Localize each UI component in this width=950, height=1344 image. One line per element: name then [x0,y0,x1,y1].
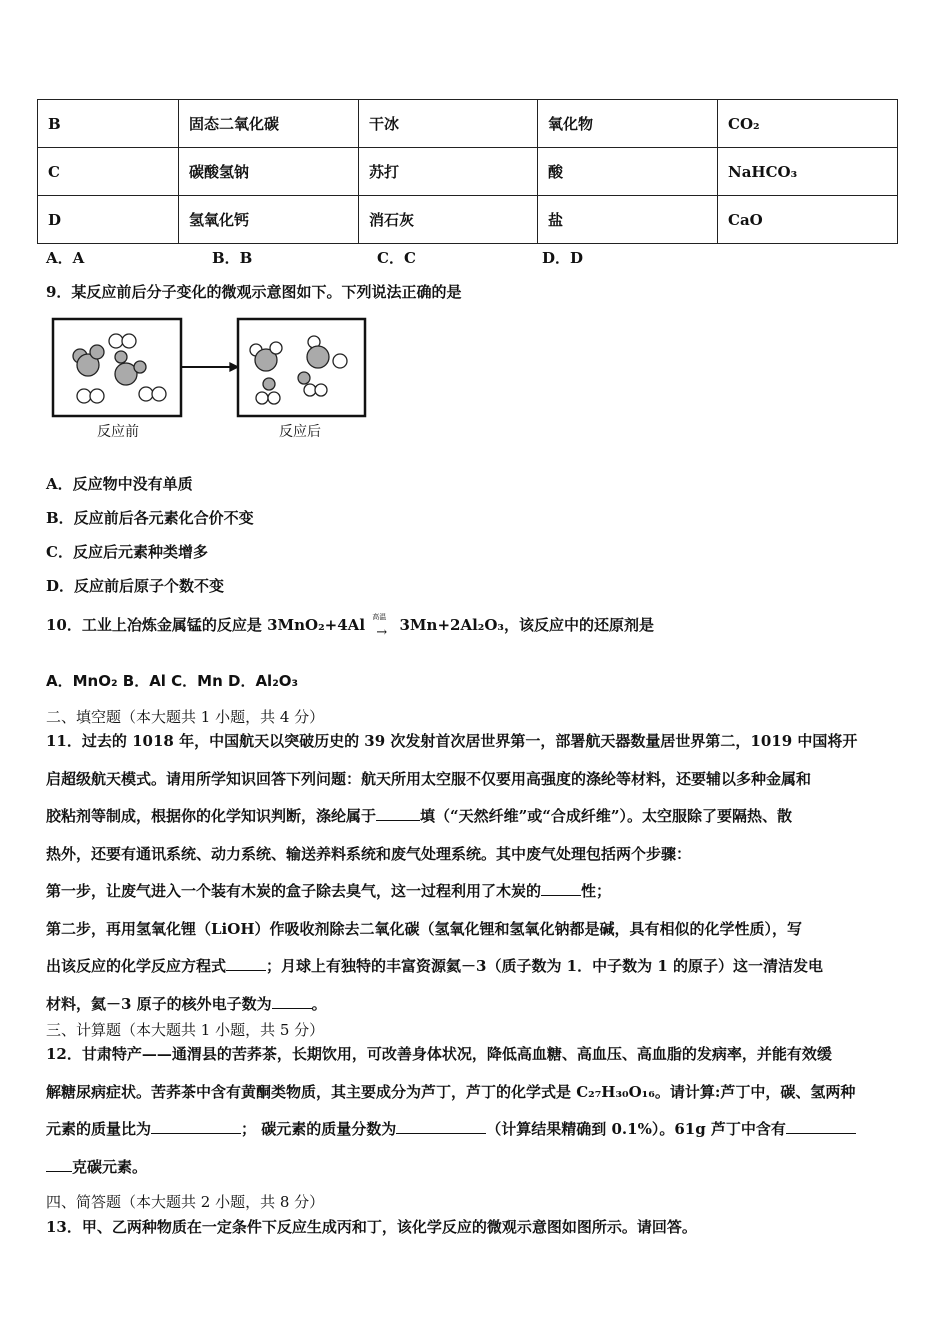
section-3-heading: 三、计算题（本大题共 1 小题，共 5 分） [46,1021,325,1039]
q8-option-a: A．A [46,249,85,267]
q10-stem-suffix: 3Mn+2Al₂O₃，该反应中的还原剂是 [399,616,654,634]
q9-stem: 9．某反应前后分子变化的微观示意图如下。下列说法正确的是 [46,283,462,301]
q9-option-d: D．反应前后原子个数不变 [46,577,225,595]
q11-text-part: 填（“天然纤维”或“合成纤维”）。太空服除了要隔热、散 [420,807,793,825]
q9-option-a: A．反应物中没有单质 [46,475,193,493]
atom [139,387,153,401]
cell-common: 苏打 [359,148,538,196]
q11-text [46,723,908,1023]
q11-line [46,873,908,911]
q11-text-part: 。 [311,994,327,1013]
cell-common: 干冰 [359,100,538,148]
q8-option-b: B．B [212,249,253,267]
atom [109,334,123,348]
cell-name: 碳酸氢钠 [179,148,359,196]
answer-blank[interactable] [541,881,581,896]
q12-line: 解糖尿病症状。苦荞茶中含有黄酮类物质，其主要成分为芦丁，芦丁的化学式是 C₂₇H₃₀O₁₆。请计算:芦丁中，碳、氢两种 [46,1082,856,1101]
q12-line [46,1149,908,1187]
q11-text-part: 性； [581,882,612,900]
cell-category: 盐 [538,196,718,244]
before-label: 反应前 [97,424,139,440]
q8-option-c: C．C [377,249,416,267]
table-row [38,148,898,196]
q10-stem-prefix: 10．工业上冶炼金属锰的反应是 3MnO₂+4Al [46,616,366,634]
atom [90,389,104,403]
atom [263,378,275,390]
atom [268,392,280,404]
substance-table [37,99,898,244]
q12-text-part: 克碳元素。 [72,1157,148,1176]
cell-category: 氧化物 [538,100,718,148]
section-4-heading: 四、简答题（本大题共 2 小题，共 8 分） [46,1193,325,1211]
q12-text-part: ； 碳元素的质量分数为 [241,1120,397,1138]
after-label: 反应后 [279,424,321,440]
q12-line [46,1111,908,1149]
q12-text-part: （计算结果精确到 0.1%）。61g 芦丁中含有 [486,1120,786,1138]
table-row [38,196,898,244]
q11-text-part: 胶粘剂等制成，根据你的化学知识判断，涤纶属于 [46,807,377,825]
answer-blank[interactable] [272,994,312,1009]
atom [333,354,347,368]
atom [115,351,127,363]
q10-options: A．MnO₂ B．Al C．Mn D．Al₂O₃ [46,672,299,690]
atom [298,372,310,384]
cell-name: 氢氧化钙 [179,196,359,244]
cell-formula: CaO [718,196,898,244]
condition-text: 高温 [372,613,387,621]
cell-formula: NaHCO₃ [718,148,898,196]
q9-option-b: B．反应前后各元素化合价不变 [46,509,254,527]
cell-label: D [38,196,179,244]
q11-line [46,986,908,1024]
q11-line: 11．过去的 1018 年，中国航天以突破历史的 39 次发射首次居世界第一，部署航天器数量居世界第二，1019 中国将开 [46,732,858,750]
atom [256,392,268,404]
q13-stem: 13．甲、乙两种物质在一定条件下反应生成丙和丁，该化学反应的微观示意图如图所示。请回答。 [46,1218,697,1236]
atom [90,345,104,359]
q11-line [46,798,908,836]
q11-text-part: 第一步，让废气进入一个装有木炭的盒子除去臭气，这一过程利用了木炭的 [46,882,542,900]
answer-blank[interactable] [46,1157,72,1172]
reaction-condition [370,613,394,640]
atom [307,346,329,368]
answer-blank[interactable] [376,806,420,821]
q12-text [46,1036,908,1186]
q12-text-part: 元素的质量比为 [46,1120,152,1138]
answer-blank[interactable] [226,956,266,971]
q8-option-d: D．D [542,249,584,267]
cell-common: 消石灰 [359,196,538,244]
answer-blank[interactable] [396,1119,486,1134]
atom [304,384,316,396]
answer-blank[interactable] [151,1119,241,1134]
cell-label: B [38,100,179,148]
q11-line: 热外，还要有通讯系统、动力系统、输送养料系统和废气处理系统。其中废气处理包括两个步骤： [46,844,692,863]
molecule-diagram [50,316,370,420]
q10-stem [46,613,654,640]
cell-formula: CO₂ [718,100,898,148]
q11-line: 启超级航天模式。请用所学知识回答下列问题：航天所用太空服不仅要用高强度的涤纶等材料，还要辅以多种金属和 [46,769,812,788]
atom [134,361,146,373]
atom [77,389,91,403]
atom [270,342,282,354]
q9-option-c: C．反应后元素种类增多 [46,543,208,561]
q11-line [46,948,908,986]
reaction-arrow: → [376,625,388,640]
q11-text-part: ；月球上有独特的丰富资源氦－3（质子数为 1．中子数为 1 的原子）这一清洁发电 [266,957,823,975]
atom [122,334,136,348]
cell-label: C [38,148,179,196]
atom [152,387,166,401]
q11-text-part: 出该反应的化学反应方程式 [46,957,227,975]
table-row [38,100,898,148]
q11-text-part: 材料，氦－3 原子的核外电子数为 [46,994,272,1013]
q12-line: 12．甘肃特产——通渭县的苦荞茶，长期饮用，可改善身体状况，降低高血糖、高血压、高血脂的发病率，并能有效缓 [46,1045,832,1063]
atom [315,384,327,396]
cell-category: 酸 [538,148,718,196]
answer-blank[interactable] [786,1119,856,1134]
section-2-heading: 二、填空题（本大题共 1 小题，共 4 分） [46,708,325,726]
cell-name: 固态二氧化碳 [179,100,359,148]
q11-line: 第二步，再用氢氧化锂（LiOH）作吸收剂除去二氧化碳（氢氧化锂和氢氧化钠都是碱，具有相似的化学性质），写 [46,919,802,938]
